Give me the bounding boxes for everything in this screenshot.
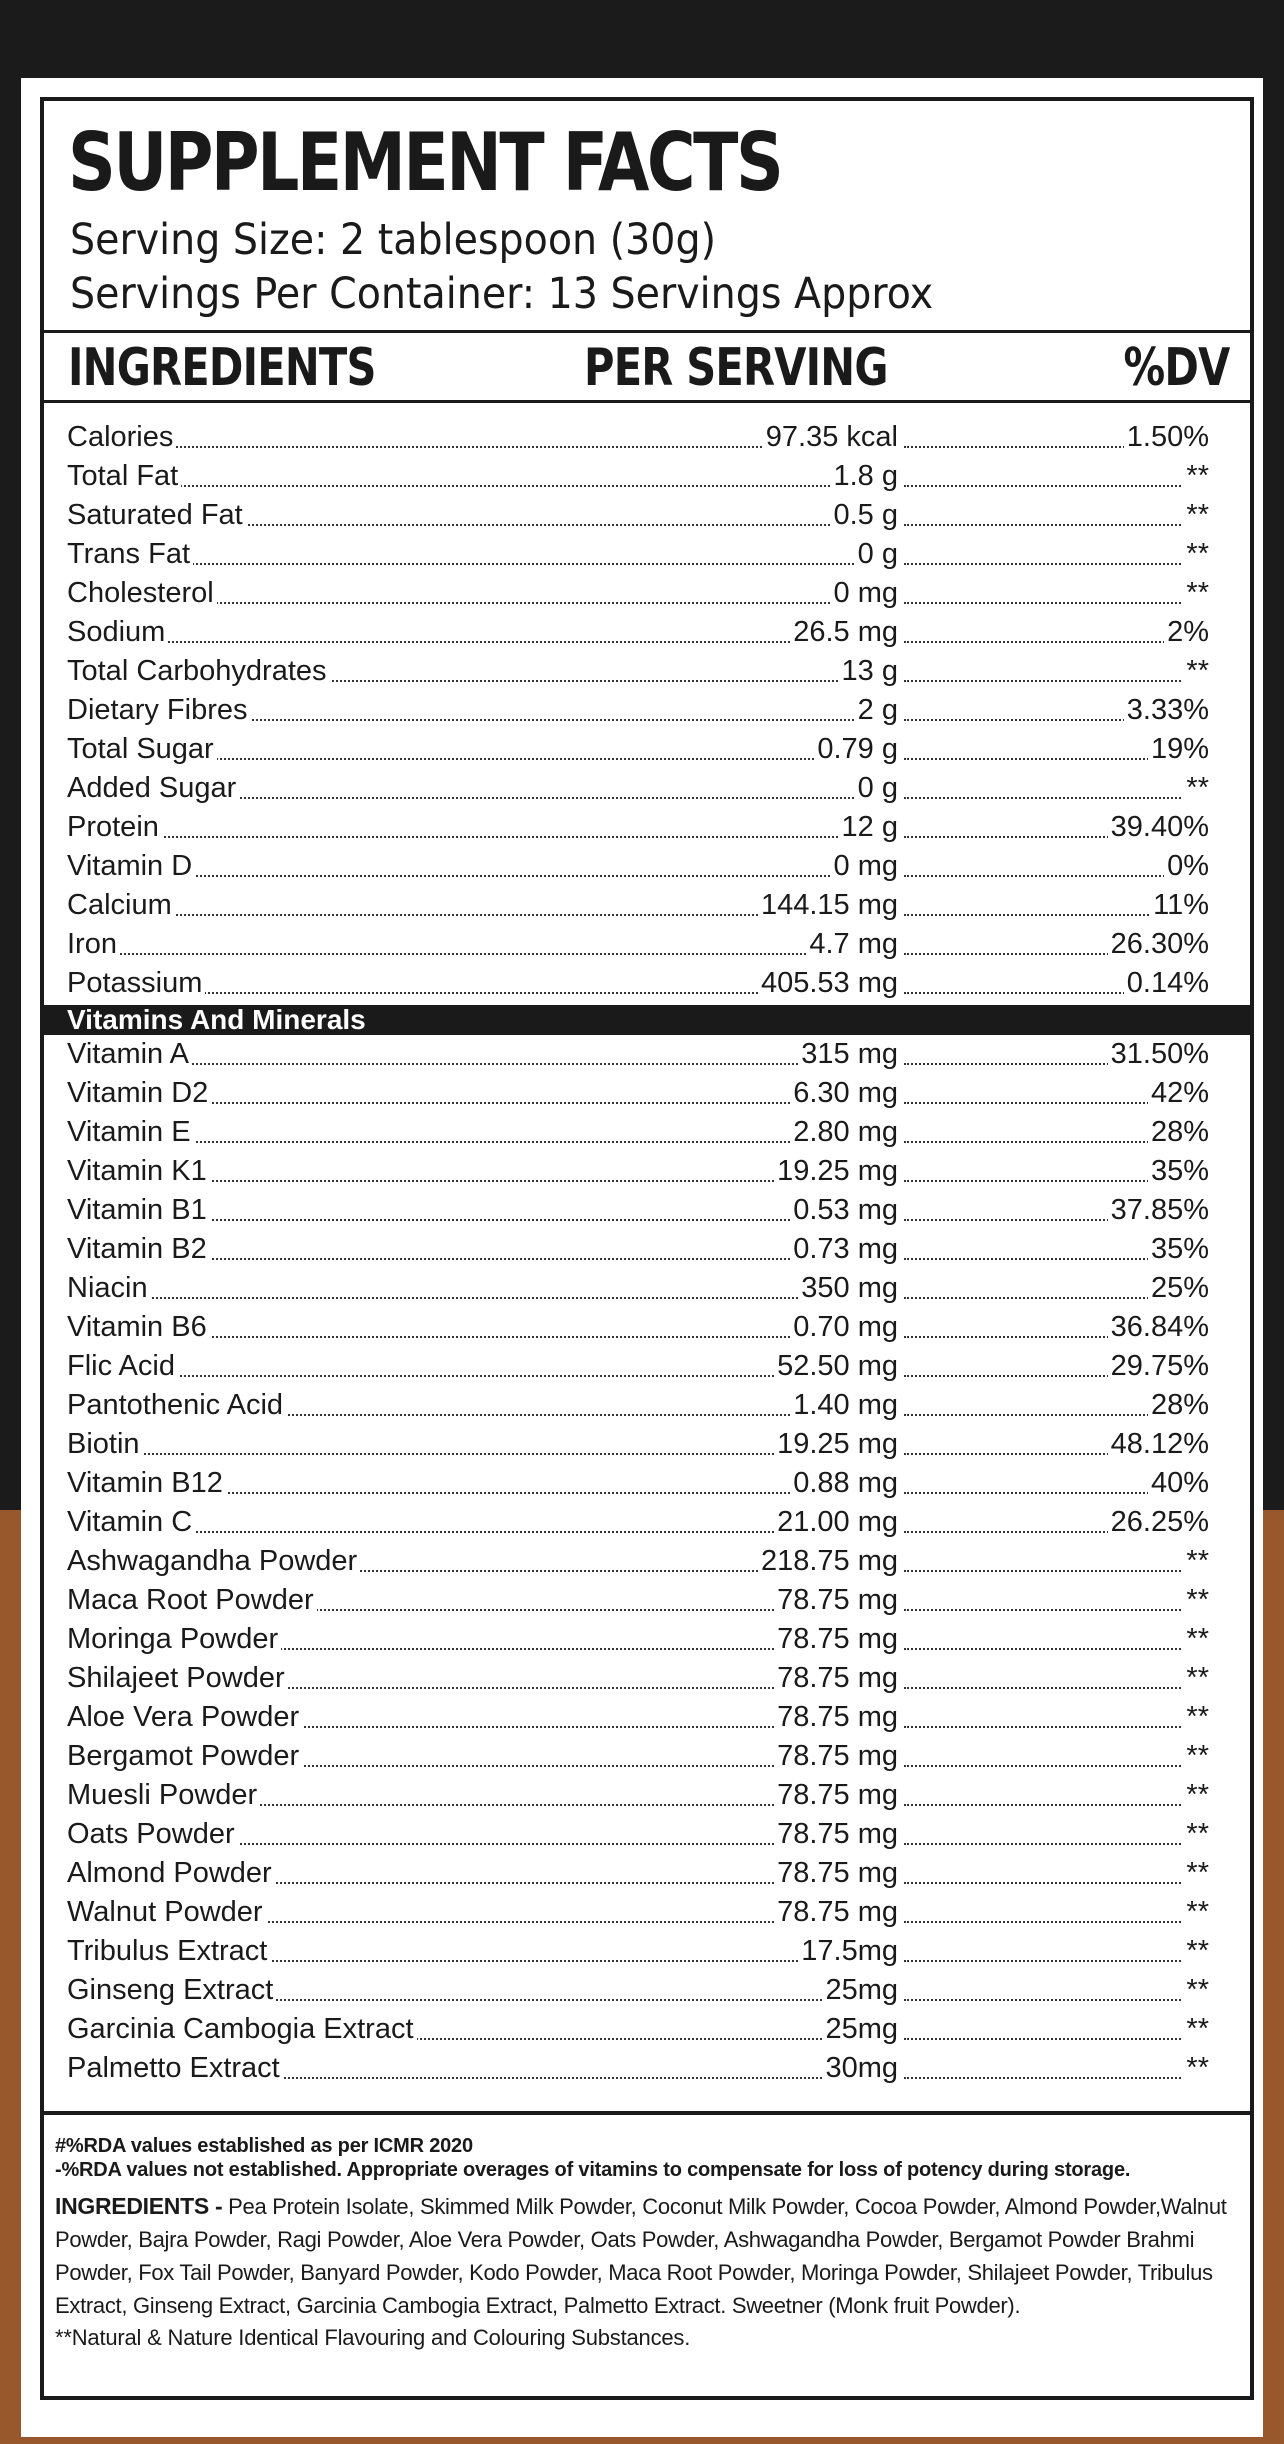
nutrient-amount: 78.75 mg	[774, 1815, 898, 1854]
nutrient-amount: 78.75 mg	[774, 1893, 898, 1932]
table-row	[44, 1776, 1250, 1815]
table-row	[44, 2010, 1250, 2049]
nutrient-amount: 0.53 mg	[790, 1191, 898, 1230]
dot-leader	[904, 1804, 1209, 1806]
nutrient-dv: **	[1183, 1932, 1209, 1971]
nutrient-dv: **	[1183, 457, 1209, 496]
table-row	[44, 1581, 1250, 1620]
nutrient-dv: 11%	[1150, 886, 1209, 925]
nutrient-list	[44, 418, 1250, 1003]
page-title: SUPPLEMENT FACTS	[68, 116, 782, 209]
nutrient-dv: 26.25%	[1108, 1503, 1209, 1542]
table-row	[44, 1386, 1250, 1425]
nutrient-name: Moringa Powder	[67, 1620, 281, 1659]
nutrient-amount: 78.75 mg	[774, 1698, 898, 1737]
table-row	[44, 1230, 1250, 1269]
nutrient-name: Sodium	[67, 613, 168, 652]
nutrient-name: Vitamin A	[67, 1035, 192, 1074]
table-row	[44, 418, 1250, 457]
nutrient-dv: 0%	[1164, 847, 1209, 886]
nutrient-amount: 21.00 mg	[774, 1503, 898, 1542]
table-row	[44, 1035, 1250, 1074]
table-row	[44, 1269, 1250, 1308]
label-header	[44, 101, 1250, 333]
nutrient-amount: 2.80 mg	[790, 1113, 898, 1152]
servings-per-container: Servings Per Container: 13 Servings Approx	[70, 269, 934, 319]
nutrient-dv: **	[1183, 1815, 1209, 1854]
nutrient-name: Bergamot Powder	[67, 1737, 302, 1776]
nutrient-name: Added Sugar	[67, 769, 239, 808]
table-row	[44, 1347, 1250, 1386]
nutrient-amount: 350 mg	[798, 1269, 898, 1308]
nutrient-amount: 78.75 mg	[774, 1581, 898, 1620]
dot-leader	[904, 680, 1209, 682]
table-row	[44, 535, 1250, 574]
table-row	[44, 886, 1250, 925]
nutrient-dv: **	[1183, 1581, 1209, 1620]
column-header	[44, 333, 1250, 403]
nutrient-dv: **	[1183, 496, 1209, 535]
nutrient-dv: 40%	[1148, 1464, 1209, 1503]
nutrient-dv: **	[1183, 1542, 1209, 1581]
flavouring-note: **Natural & Nature Identical Flavouring and Colouring Substances.	[55, 2325, 691, 2350]
nutrient-dv: 26.30%	[1108, 925, 1209, 964]
table-row	[44, 1659, 1250, 1698]
nutrient-amount: 315 mg	[798, 1035, 898, 1074]
label-card	[21, 78, 1263, 2437]
nutrient-dv: 3.33%	[1124, 691, 1209, 730]
nutrient-amount: 52.50 mg	[774, 1347, 898, 1386]
nutrient-name: Vitamin K1	[67, 1152, 210, 1191]
nutrient-name: Vitamin B12	[67, 1464, 226, 1503]
nutrient-name: Dietary Fibres	[67, 691, 251, 730]
nutrient-name: Vitamin B6	[67, 1308, 210, 1347]
nutrient-dv: 35%	[1148, 1152, 1209, 1191]
nutrient-dv: **	[1183, 1776, 1209, 1815]
nutrient-amount: 12 g	[839, 808, 898, 847]
nutrient-name: Ginseng Extract	[67, 1971, 276, 2010]
table-row	[44, 1191, 1250, 1230]
vitamin-list	[44, 1035, 1250, 2088]
nutrient-amount: 78.75 mg	[774, 1776, 898, 1815]
dot-leader	[67, 1297, 898, 1299]
nutrient-dv: **	[1183, 1698, 1209, 1737]
nutrient-name: Total Sugar	[67, 730, 217, 769]
nutrient-amount: 4.7 mg	[806, 925, 898, 964]
table-row	[44, 847, 1250, 886]
nutrient-dv: 31.50%	[1108, 1035, 1209, 1074]
nutrient-dv: 25%	[1148, 1269, 1209, 1308]
table-row	[44, 691, 1250, 730]
nutrient-name: Almond Powder	[67, 1854, 275, 1893]
dot-leader	[904, 485, 1209, 487]
nutrient-name: Iron	[67, 925, 120, 964]
nutrient-amount: 78.75 mg	[774, 1620, 898, 1659]
nutrient-dv: **	[1183, 1620, 1209, 1659]
table-row	[44, 613, 1250, 652]
nutrient-dv: 29.75%	[1108, 1347, 1209, 1386]
nutrient-amount: 0 mg	[831, 847, 898, 886]
table-row	[44, 1620, 1250, 1659]
table-row	[44, 1815, 1250, 1854]
nutrient-amount: 0 mg	[831, 574, 898, 613]
dot-leader	[904, 1960, 1209, 1962]
nutrient-dv: 42%	[1148, 1074, 1209, 1113]
nutrient-amount: 19.25 mg	[774, 1152, 898, 1191]
table-row	[44, 1542, 1250, 1581]
ingredients-label: INGREDIENTS -	[55, 2193, 223, 2219]
nutrient-dv: **	[1183, 535, 1209, 574]
nutrient-amount: 78.75 mg	[774, 1737, 898, 1776]
table-row	[44, 1308, 1250, 1347]
nutrient-name: Vitamin B2	[67, 1230, 210, 1269]
dot-leader	[67, 953, 898, 955]
supplement-facts-panel	[40, 97, 1254, 2400]
dot-leader	[904, 524, 1209, 526]
table-row	[44, 574, 1250, 613]
dot-leader	[904, 1999, 1209, 2001]
dot-leader	[904, 1648, 1209, 1650]
label-footer	[44, 2118, 1250, 2354]
table-row	[44, 457, 1250, 496]
nutrient-dv: 39.40%	[1108, 808, 1209, 847]
dot-leader	[904, 797, 1209, 799]
nutrient-dv: 2%	[1164, 613, 1209, 652]
nutrient-dv: 19%	[1148, 730, 1209, 769]
nutrient-amount: 1.8 g	[831, 457, 899, 496]
dot-leader	[904, 1843, 1209, 1845]
nutrient-name: Trans Fat	[67, 535, 193, 574]
nutrient-amount: 144.15 mg	[758, 886, 898, 925]
nutrient-name: Vitamin D2	[67, 1074, 211, 1113]
nutrient-name: Aloe Vera Powder	[67, 1698, 302, 1737]
table-row	[44, 1854, 1250, 1893]
nutrient-name: Ashwagandha Powder	[67, 1542, 360, 1581]
dot-leader	[904, 1570, 1209, 1572]
table-row	[44, 496, 1250, 535]
nutrient-name: Walnut Powder	[67, 1893, 266, 1932]
dot-leader	[904, 1609, 1209, 1611]
dot-leader	[904, 1726, 1209, 1728]
nutrient-name: Vitamin D	[67, 847, 195, 886]
nutrient-amount: 13 g	[839, 652, 898, 691]
nutrient-amount: 1.40 mg	[790, 1386, 898, 1425]
nutrient-amount: 0.73 mg	[790, 1230, 898, 1269]
nutrient-dv: 36.84%	[1108, 1308, 1209, 1347]
nutrient-dv: **	[1183, 1893, 1209, 1932]
nutrient-dv: 0.14%	[1124, 964, 1209, 1003]
table-row	[44, 1971, 1250, 2010]
nutrient-dv: 48.12%	[1108, 1425, 1209, 1464]
nutrient-amount: 0 g	[855, 535, 898, 574]
nutrient-amount: 218.75 mg	[758, 1542, 898, 1581]
nutrient-amount: 0.79 g	[814, 730, 898, 769]
dot-leader	[904, 563, 1209, 565]
nutrient-name: Vitamin B1	[67, 1191, 210, 1230]
nutrient-name: Protein	[67, 808, 162, 847]
nutrient-name: Potassium	[67, 964, 205, 1003]
dot-leader	[904, 2077, 1209, 2079]
nutrient-name: Muesli Powder	[67, 1776, 260, 1815]
table-row	[44, 1698, 1250, 1737]
nutrient-dv: **	[1183, 652, 1209, 691]
serving-size: Serving Size: 2 tablespoon (30g)	[70, 215, 717, 265]
nutrient-amount: 26.5 mg	[790, 613, 898, 652]
nutrient-amount: 405.53 mg	[758, 964, 898, 1003]
nutrient-name: Vitamin C	[67, 1503, 195, 1542]
nutrient-name: Total Carbohydrates	[67, 652, 330, 691]
table-row	[44, 1464, 1250, 1503]
nutrient-name: Vitamin E	[67, 1113, 194, 1152]
table-row	[44, 652, 1250, 691]
dot-leader	[67, 641, 898, 643]
dot-leader	[904, 1882, 1209, 1884]
nutrient-dv: **	[1183, 2049, 1209, 2088]
nutrient-amount: 17.5mg	[798, 1932, 898, 1971]
table-row	[44, 1503, 1250, 1542]
dot-leader	[904, 2038, 1209, 2040]
nutrient-amount: 30mg	[822, 2049, 898, 2088]
nutrient-name: Cholesterol	[67, 574, 217, 613]
nutrient-dv: **	[1183, 1659, 1209, 1698]
table-row	[44, 1152, 1250, 1191]
nutrient-name: Flic Acid	[67, 1347, 178, 1386]
rda-not-established-note: -%RDA values not established. Appropriate overages of vitamins to compensate for loss of potency during storage.	[55, 2159, 1131, 2181]
nutrient-amount: 25mg	[822, 2010, 898, 2049]
dot-leader	[904, 1921, 1209, 1923]
nutrient-dv: 35%	[1148, 1230, 1209, 1269]
nutrient-dv: **	[1183, 769, 1209, 808]
table-row	[44, 1425, 1250, 1464]
nutrient-dv: **	[1183, 1971, 1209, 2010]
table-row	[44, 1074, 1250, 1113]
nutrient-amount: 0 g	[855, 769, 898, 808]
nutrient-dv: **	[1183, 2010, 1209, 2049]
dot-leader	[904, 602, 1209, 604]
dot-leader	[904, 1687, 1209, 1689]
rda-established-note: #%RDA values established as per ICMR 2020	[55, 2135, 473, 2157]
nutrient-name: Palmetto Extract	[67, 2049, 283, 2088]
table-row	[44, 808, 1250, 847]
table-row	[44, 2049, 1250, 2088]
ingredients-text: Pea Protein Isolate, Skimmed Milk Powder, Coconut Milk Powder, Cocoa Powder, Almond Powder,Walnut Powder, Bajra Powder, Ragi Powder, Aloe Vera Powder, Oats Powder, Ashwagandha Powder, Bergamot Powder Brahmi Powder, Fox Tail Powder, Banyard Powder, Kodo Powder, Maca Root Powder, Moringa Powder, Shilajeet Powder, Tribulus Extract, Ginseng Extract, Garcinia Cambogia Extract, Palmetto Extract. Sweetner (Monk fruit Powder).	[55, 2194, 1227, 2318]
nutrient-dv: **	[1183, 1854, 1209, 1893]
nutrient-name: Tribulus Extract	[67, 1932, 270, 1971]
nutrient-dv: **	[1183, 1737, 1209, 1776]
table-row	[44, 1893, 1250, 1932]
nutrient-amount: 6.30 mg	[790, 1074, 898, 1113]
nutrient-name: Garcinia Cambogia Extract	[67, 2010, 417, 2049]
nutrient-amount: 0.5 g	[831, 496, 899, 535]
nutrient-name: Shilajeet Powder	[67, 1659, 288, 1698]
nutrient-name: Niacin	[67, 1269, 151, 1308]
table-row	[44, 1932, 1250, 1971]
table-row	[44, 925, 1250, 964]
column-ingredients: INGREDIENTS	[68, 338, 376, 398]
nutrient-name: Total Fat	[67, 457, 181, 496]
table-row	[44, 1113, 1250, 1152]
nutrient-amount: 0.88 mg	[790, 1464, 898, 1503]
nutrient-amount: 25mg	[822, 1971, 898, 2010]
nutrient-amount: 19.25 mg	[774, 1425, 898, 1464]
section-vitamins-minerals: Vitamins And Minerals	[44, 1005, 1250, 1035]
nutrient-amount: 97.35 kcal	[763, 418, 898, 457]
nutrient-name: Oats Powder	[67, 1815, 238, 1854]
footer-divider	[44, 2111, 1250, 2115]
dot-leader	[67, 836, 898, 838]
nutrient-dv: **	[1183, 574, 1209, 613]
table-row	[44, 964, 1250, 1003]
nutrient-name: Saturated Fat	[67, 496, 246, 535]
dot-leader	[67, 485, 898, 487]
table-row	[44, 1737, 1250, 1776]
nutrient-name: Maca Root Powder	[67, 1581, 317, 1620]
nutrient-dv: 37.85%	[1108, 1191, 1209, 1230]
column-per-serving: PER SERVING	[584, 338, 888, 398]
ingredients-paragraph	[55, 2190, 1240, 2322]
nutrient-name: Pantothenic Acid	[67, 1386, 286, 1425]
table-row	[44, 769, 1250, 808]
nutrient-table	[44, 418, 1250, 2088]
nutrient-dv: 1.50%	[1124, 418, 1209, 457]
nutrient-amount: 2 g	[855, 691, 898, 730]
nutrient-amount: 78.75 mg	[774, 1854, 898, 1893]
nutrient-amount: 78.75 mg	[774, 1659, 898, 1698]
nutrient-dv: 28%	[1148, 1386, 1209, 1425]
nutrient-amount: 0.70 mg	[790, 1308, 898, 1347]
nutrient-name: Calcium	[67, 886, 175, 925]
dot-leader	[904, 1765, 1209, 1767]
table-row	[44, 730, 1250, 769]
nutrient-dv: 28%	[1148, 1113, 1209, 1152]
column-dv: %DV	[1123, 338, 1230, 398]
nutrient-name: Biotin	[67, 1425, 143, 1464]
nutrient-name: Calories	[67, 418, 176, 457]
